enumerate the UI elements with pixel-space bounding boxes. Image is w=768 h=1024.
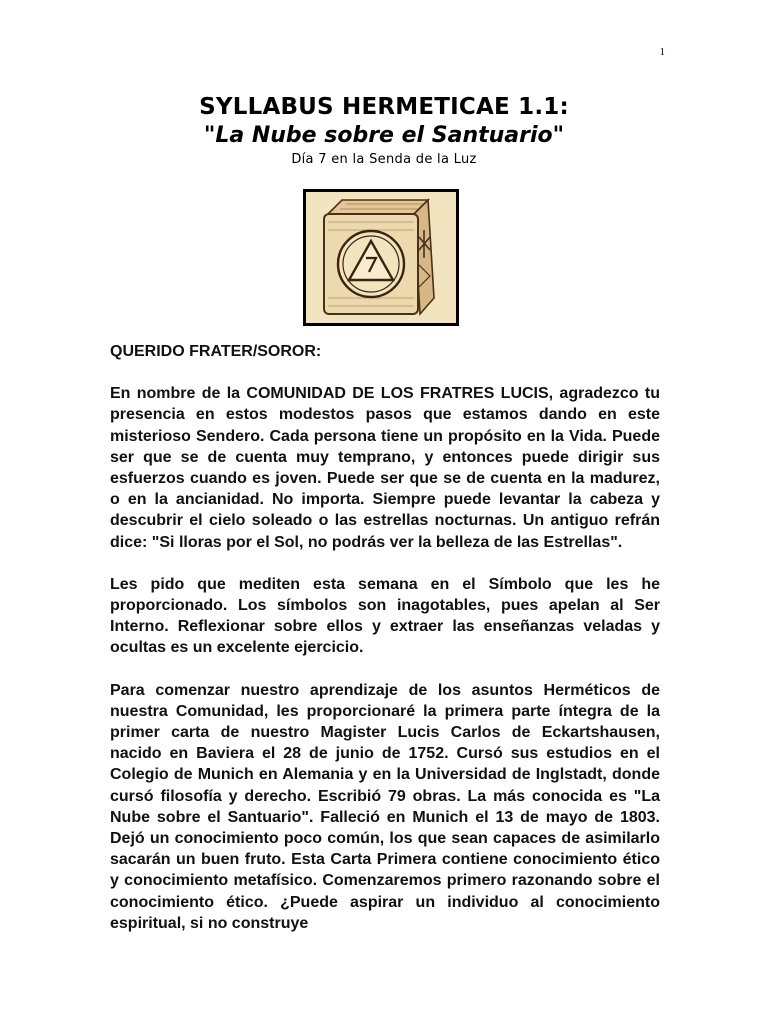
- paragraph-2: Les pido que mediten esta semana en el Símbolo que les he proporcionado. Los símbolos son inagotables, pues apelan al Ser Interno. Reflexionar sobre ellos y extraer las enseñanzas veladas y ocultas es un excelente ejercicio.: [110, 575, 660, 657]
- cube-icon: [306, 192, 456, 323]
- document-title: SYLLABUS HERMETICAE 1.1:: [199, 94, 569, 120]
- letter-body: [110, 341, 660, 955]
- subtitle-text: La Nube sobre el Santuario: [215, 123, 553, 148]
- paragraph-3: Para comenzar nuestro aprendizaje de los asuntos Herméticos de nuestra Comunidad, les proporcionaré la primera parte íntegra de la primer carta de nuestro Magister Lucis Carlos de Eckartshausen, nacido en Baviera el 28 de junio de 1752. Cursó sus estudios en el Colegio de Munich en Alemania y en la Universidad de Inglstadt, donde cursó filosofía y derecho. Escribió 79 obras. La más conocida es "La Nube sobre el Santuario". Falleció en Munich el 13 de mayo de 1803. Dejó un conocimiento poco común, los que sean capaces de asimilarlo sacarán un buen fruto. Esta Carta Primera contiene conocimiento ético y conocimiento metafísico. Comenzaremos primero razonando sobre el conocimiento ético. ¿Puede aspirar un individuo al conocimiento espiritual, si no construye: [110, 681, 660, 932]
- document-subtitle: [0, 121, 768, 151]
- subtitle-open-quote: ": [203, 123, 216, 148]
- paragraph-1: En nombre de la COMUNIDAD DE LOS FRATRES LUCIS, agradezco tu presencia en estos modestos pasos que estamos dando en este misterioso Sendero. Cada persona tiene un propósito en la Vida. Puede ser que se de cuenta muy temprano, y entonces puede dirigir sus esfuerzos cuando es joven. Puede ser que se de cuenta en la madurez, o en la ancianidad. No importa. Siempre puede levantar la cabeza y descubrir el cielo soleado o las estrellas nocturnas. Un antiguo refrán dice: "Si lloras por el Sol, no podrás ver la belleza de las Estrellas".: [110, 385, 660, 551]
- salutation: QUERIDO FRATER/SOROR:: [110, 343, 322, 360]
- subtitle-close-quote: ": [552, 123, 565, 148]
- hermetic-cube-emblem: [303, 189, 459, 326]
- page-number: 1: [659, 46, 665, 58]
- document-tagline: Día 7 en la Senda de la Luz: [291, 152, 477, 167]
